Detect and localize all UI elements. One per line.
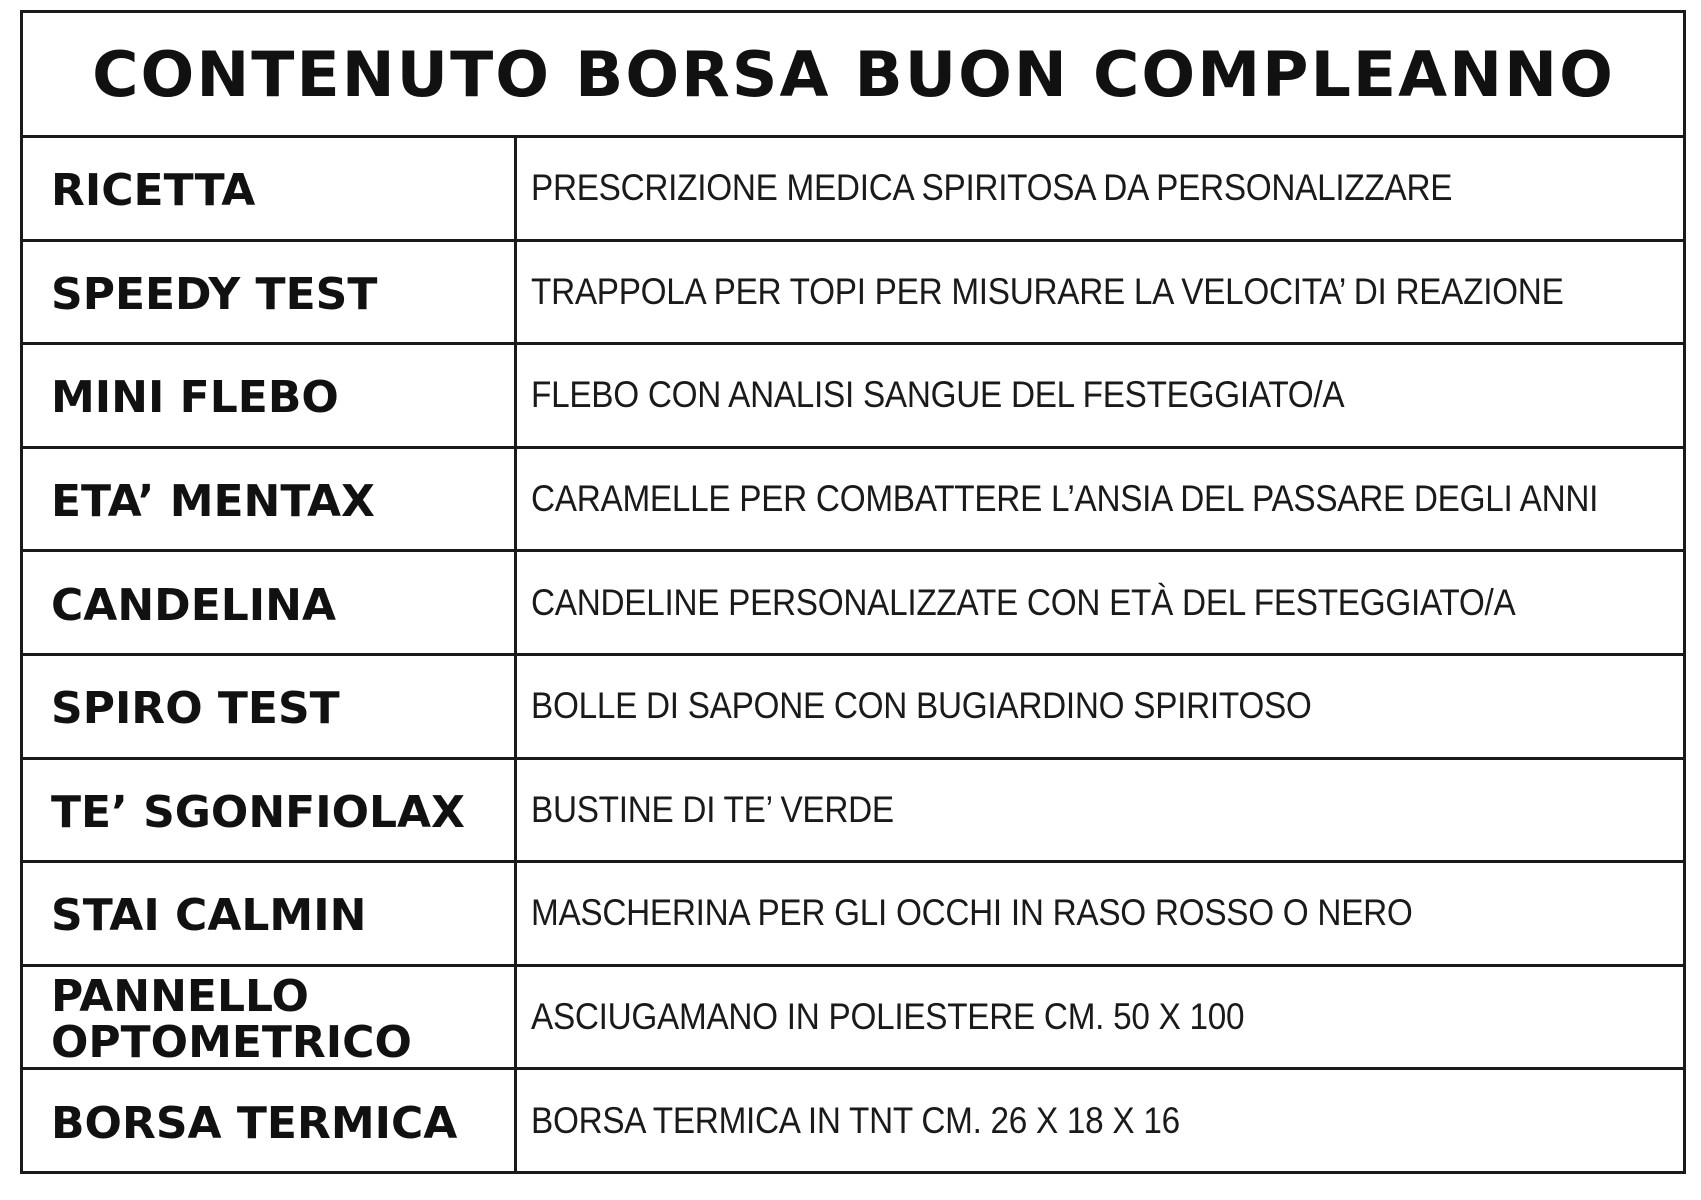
item-description	[517, 863, 1683, 964]
item-description	[517, 760, 1683, 861]
item-name: RICETTA	[23, 138, 517, 239]
table-row	[23, 345, 1683, 449]
item-description-text: BOLLE DI SAPONE CON BUGIARDINO SPIRITOSO	[531, 685, 1312, 727]
item-name: STAI CALMIN	[23, 863, 517, 964]
item-description	[517, 552, 1683, 653]
item-name: ETA’ MENTAX	[23, 449, 517, 550]
table-row	[23, 242, 1683, 346]
item-name: CANDELINA	[23, 552, 517, 653]
table-row	[23, 967, 1683, 1071]
item-description-text: BUSTINE DI TE’ VERDE	[531, 788, 894, 830]
item-description-text: ASCIUGAMANO IN POLIESTERE CM. 50 X 100	[531, 996, 1245, 1038]
table-row	[23, 552, 1683, 656]
item-description	[517, 138, 1683, 239]
item-name: BORSA TERMICA	[23, 1070, 517, 1171]
item-description-text: TRAPPOLA PER TOPI PER MISURARE LA VELOCITA’ DI REAZIONE	[531, 270, 1564, 312]
item-description	[517, 345, 1683, 446]
table-row	[23, 656, 1683, 760]
item-description-text: CANDELINE PERSONALIZZATE CON ETÀ DEL FESTEGGIATO/A	[531, 581, 1516, 623]
item-description	[517, 967, 1683, 1068]
item-description	[517, 1070, 1683, 1171]
item-name: PANNELLO OPTOMETRICO	[23, 967, 517, 1068]
page-title: CONTENUTO BORSA BUON COMPLEANNO	[91, 37, 1615, 111]
item-description	[517, 242, 1683, 343]
table-row	[23, 1070, 1683, 1171]
table-body	[23, 138, 1683, 1171]
item-description-text: CARAMELLE PER COMBATTERE L’ANSIA DEL PASSARE DEGLI ANNI	[531, 478, 1599, 520]
item-name: SPEEDY TEST	[23, 242, 517, 343]
item-name: SPIRO TEST	[23, 656, 517, 757]
table-row	[23, 138, 1683, 242]
table-header	[23, 13, 1683, 138]
table-row	[23, 863, 1683, 967]
item-description-text: PRESCRIZIONE MEDICA SPIRITOSA DA PERSONALIZZARE	[531, 167, 1453, 209]
item-description	[517, 449, 1683, 550]
item-description-text: BORSA TERMICA IN TNT CM. 26 X 18 X 16	[531, 1099, 1180, 1141]
item-description	[517, 656, 1683, 757]
contents-table	[20, 10, 1686, 1174]
item-description-text: MASCHERINA PER GLI OCCHI IN RASO ROSSO O NERO	[531, 892, 1413, 934]
item-name: TE’ SGONFIOLAX	[23, 760, 517, 861]
table-row	[23, 760, 1683, 864]
table-row	[23, 449, 1683, 553]
item-description-text: FLEBO CON ANALISI SANGUE DEL FESTEGGIATO/A	[531, 374, 1345, 416]
item-name: MINI FLEBO	[23, 345, 517, 446]
